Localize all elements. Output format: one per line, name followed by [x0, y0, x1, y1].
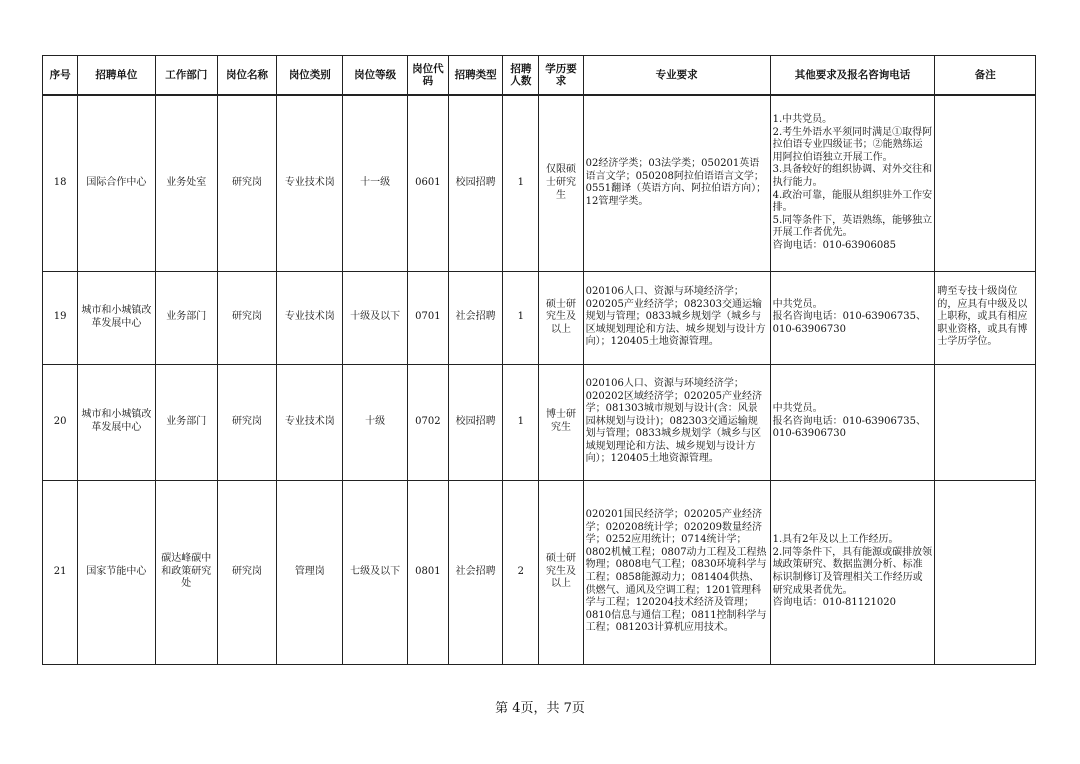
header-type: 招聘类型 — [449, 56, 503, 96]
cell-position: 研究岗 — [217, 364, 276, 480]
recruitment-table — [42, 55, 1036, 665]
cell-type: 社会招聘 — [449, 271, 503, 364]
cell-unit: 城市和小城镇改革发展中心 — [78, 271, 155, 364]
cell-education: 仅限硕士研究生 — [539, 95, 583, 271]
page-footer: 第 4页，共 7页 — [495, 701, 585, 716]
cell-position: 研究岗 — [217, 271, 276, 364]
table-row — [43, 271, 1036, 364]
cell-level: 十一级 — [343, 95, 407, 271]
header-education: 学历要求 — [539, 56, 583, 96]
cell-position: 研究岗 — [217, 480, 276, 664]
cell-category: 专业技术岗 — [277, 95, 343, 271]
cell-education: 硕士研究生及以上 — [539, 480, 583, 664]
cell-no: 21 — [43, 480, 78, 664]
cell-remark — [935, 480, 1036, 664]
cell-other: 1.中共党员。 2.考生外语水平须同时满足①取得阿拉伯语专业四级证书；②能熟练运用阿拉伯语独立开展工作。 3.具备较好的组织协调、对外交往和执行能力。 4.政治可靠，能服从组织驻外工作安排。 5.同等条件下，英语熟练，能够独立开展工作者优先。 咨询电话：010-63906085 — [770, 95, 935, 271]
cell-code: 0601 — [407, 95, 448, 271]
cell-unit: 城市和小城镇改革发展中心 — [78, 364, 155, 480]
cell-count: 1 — [503, 271, 539, 364]
cell-code: 0801 — [407, 480, 448, 664]
cell-category: 专业技术岗 — [277, 364, 343, 480]
cell-count: 1 — [503, 95, 539, 271]
cell-education: 硕士研究生及以上 — [539, 271, 583, 364]
cell-remark — [935, 364, 1036, 480]
cell-type: 校园招聘 — [449, 95, 503, 271]
cell-count: 2 — [503, 480, 539, 664]
table-row — [43, 480, 1036, 664]
header-unit: 招聘单位 — [78, 56, 155, 96]
header-level: 岗位等级 — [343, 56, 407, 96]
cell-code: 0702 — [407, 364, 448, 480]
cell-major: 020201国民经济学；020205产业经济学；020208统计学；020209数量经济学；0252应用统计；0714统计学；0802机械工程；0807动力工程及工程热物理；0808电气工程；0830环境科学与工程；0858能源动力；081404供热、供燃气、通风及空调工程；1201管理科学与工程；120204技术经济及管理；0810信息与通信工程；0811控制科学与工程；081203计算机应用技术。 — [583, 480, 770, 664]
cell-type: 校园招聘 — [449, 364, 503, 480]
cell-category: 专业技术岗 — [277, 271, 343, 364]
cell-level: 七级及以下 — [343, 480, 407, 664]
header-category: 岗位类别 — [277, 56, 343, 96]
cell-no: 18 — [43, 95, 78, 271]
cell-position: 研究岗 — [217, 95, 276, 271]
header-code: 岗位代码 — [407, 56, 448, 96]
cell-remark — [935, 95, 1036, 271]
cell-category: 管理岗 — [277, 480, 343, 664]
header-count: 招聘人数 — [503, 56, 539, 96]
cell-level: 十级 — [343, 364, 407, 480]
table-row — [43, 364, 1036, 480]
cell-unit: 国际合作中心 — [78, 95, 155, 271]
cell-major: 02经济学类；03法学类；050201英语语言文学；050208阿拉伯语语言文学；0551翻译（英语方向、阿拉伯语方向）；12管理学类。 — [583, 95, 770, 271]
table-row — [43, 95, 1036, 271]
cell-level: 十级及以下 — [343, 271, 407, 364]
cell-major: 020106人口、资源与环境经济学；020202区域经济学；020205产业经济学；081303城市规划与设计(含：风景园林规划与设计)；082303交通运输规划与管理；0833城乡规划学（城乡与区域规划理论和方法、城乡规划与设计方向）；120405土地资源管理。 — [583, 364, 770, 480]
header-row — [43, 56, 1036, 96]
cell-major: 020106人口、资源与环境经济学；020205产业经济学；082303交通运输规划与管理；0833城乡规划学（城乡与区域规划理论和方法、城乡规划与设计方向）；120405土地资源管理。 — [583, 271, 770, 364]
cell-other: 中共党员。 报名咨询电话：010-63906735、010-63906730 — [770, 271, 935, 364]
cell-dept: 碳达峰碳中和政策研究处 — [155, 480, 217, 664]
cell-count: 1 — [503, 364, 539, 480]
cell-code: 0701 — [407, 271, 448, 364]
header-position: 岗位名称 — [217, 56, 276, 96]
cell-unit: 国家节能中心 — [78, 480, 155, 664]
header-major: 专业要求 — [583, 56, 770, 96]
cell-other: 1.具有2年及以上工作经历。 2.同等条件下，具有能源或碳排放领域政策研究、数据监测分析、标准标识制修订及管理相关工作经历或研究成果者优先。 咨询电话：010-81121020 — [770, 480, 935, 664]
cell-remark: 聘至专技十级岗位的，应具有中级及以上职称，或具有相应职业资格，或具有博士学历学位。 — [935, 271, 1036, 364]
cell-dept: 业务处室 — [155, 95, 217, 271]
cell-other: 中共党员。 报名咨询电话：010-63906735、010-63906730 — [770, 364, 935, 480]
cell-no: 20 — [43, 364, 78, 480]
cell-dept: 业务部门 — [155, 364, 217, 480]
header-no: 序号 — [43, 56, 78, 96]
header-other: 其他要求及报名咨询电话 — [770, 56, 935, 96]
cell-no: 19 — [43, 271, 78, 364]
header-dept: 工作部门 — [155, 56, 217, 96]
cell-education: 博士研究生 — [539, 364, 583, 480]
cell-dept: 业务部门 — [155, 271, 217, 364]
header-remark: 备注 — [935, 56, 1036, 96]
cell-type: 社会招聘 — [449, 480, 503, 664]
